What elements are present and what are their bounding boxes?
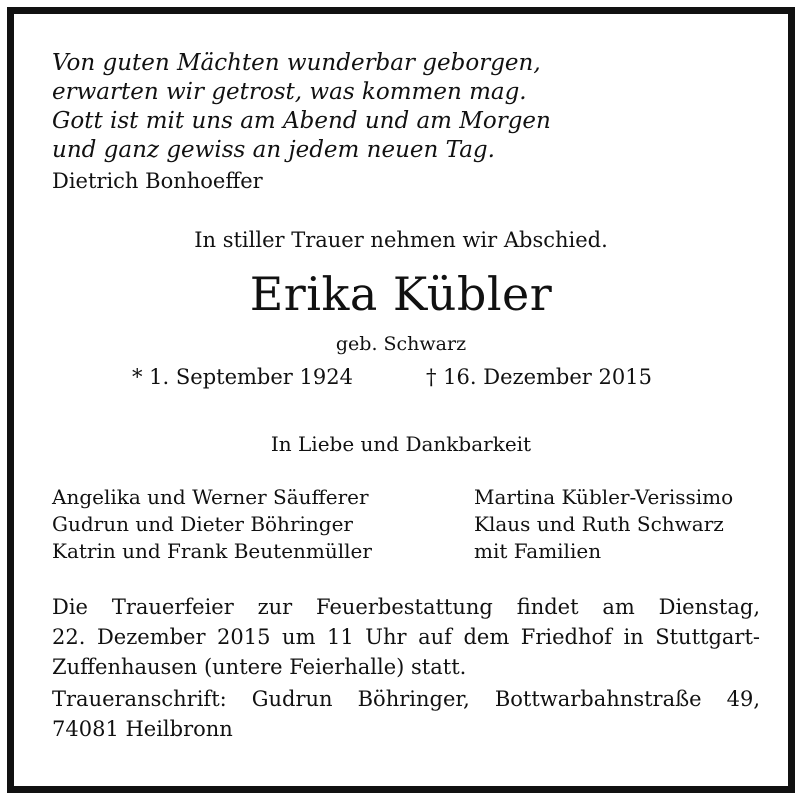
- quote-line: Gott ist mit uns am Abend und am Morgen: [52, 108, 551, 134]
- service-line: Zuffenhausen (untere Feierhalle) statt.: [52, 655, 467, 679]
- mourner-entry: Martina Kübler-Verissimo: [474, 485, 734, 509]
- service-line: 22. Dezember 2015 um 11 Uhr auf dem Friedhof in Stuttgart-: [52, 625, 760, 649]
- gratitude-line: In Liebe und Dankbarkeit: [270, 432, 532, 456]
- service-line: Die Trauerfeier zur Feuerbestattung findet am Dienstag,: [52, 595, 760, 619]
- quote-author: Dietrich Bonhoeffer: [52, 169, 263, 193]
- birth-date: * 1. September 1924: [132, 365, 353, 389]
- mourner-entry: Angelika und Werner Säufferer: [52, 485, 369, 509]
- mourner-entry: mit Familien: [474, 539, 602, 563]
- quote-line: Von guten Mächten wunderbar geborgen,: [52, 50, 541, 76]
- deceased-name: Erika Kübler: [249, 267, 553, 321]
- obituary-notice: [7, 7, 795, 793]
- mourner-entry: Gudrun und Dieter Böhringer: [52, 512, 353, 536]
- death-date: † 16. Dezember 2015: [426, 365, 652, 389]
- bonhoeffer-quote: [52, 49, 551, 165]
- maiden-name: geb. Schwarz: [335, 333, 467, 355]
- funeral-service-info: [52, 592, 760, 682]
- mourner-entry: Katrin und Frank Beutenmüller: [52, 539, 372, 563]
- farewell-intro: In stiller Trauer nehmen wir Abschied.: [194, 228, 608, 252]
- address-line: 74081 Heilbronn: [52, 717, 233, 741]
- mourners-left: [52, 484, 372, 565]
- quote-line: erwarten wir getrost, was kommen mag.: [52, 79, 527, 105]
- mourners-right: [474, 484, 733, 565]
- mourner-entry: Klaus und Ruth Schwarz: [474, 512, 724, 536]
- quote-line: und ganz gewiss an jedem neuen Tag.: [52, 137, 495, 163]
- mourning-address: [52, 684, 760, 744]
- address-line: Traueranschrift: Gudrun Böhringer, Bottwarbahnstraße 49,: [52, 687, 760, 711]
